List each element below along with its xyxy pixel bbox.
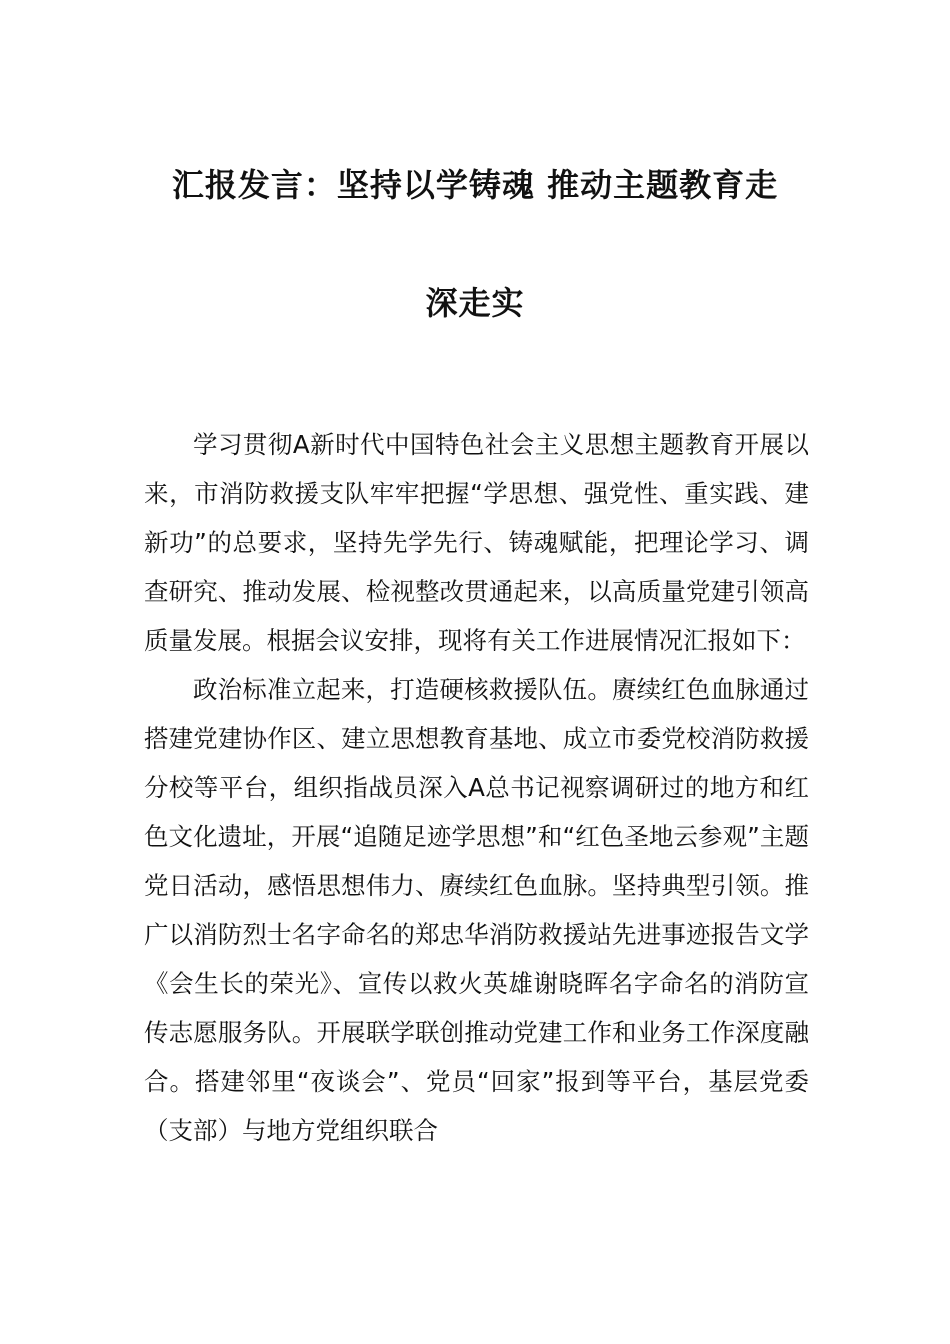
document-body <box>144 420 809 1155</box>
document-title-line-1: 汇报发言：坚持以学铸魂 推动主题教育走 <box>171 166 779 204</box>
document-title-line-2: 深走实 <box>425 284 525 322</box>
paragraph-political-standards: 政治标准立起来，打造硬核救援队伍。赓续红色血脉通过搭建党建协作区、建立思想教育基地、成立市委党校消防救援分校等平台，组织指战员深入A总书记视察调研过的地方和红色文化遗址，开展“追随足迹学思想”和“红色圣地云参观”主题党日活动，感悟思想伟力、赓续红色血脉。坚持典型引领。推广以消防烈士名字命名的郑忠华消防救援站先进事迹报告文学《会生长的荣光》、宣传以救火英雄谢晓晖名字命名的消防宣传志愿服务队。开展联学联创推动党建工作和业务工作深度融合。搭建邻里“夜谈会”、党员“回家”报到等平台，基层党委（支部）与地方党组织联合 <box>144 675 809 1145</box>
paragraph-intro: 学习贯彻A新时代中国特色社会主义思想主题教育开展以来，市消防救援支队牢牢把握“学思想、强党性、重实践、建新功”的总要求，坚持先学先行、铸魂赋能，把理论学习、调查研究、推动发展、检视整改贯通起来，以高质量党建引领高质量发展。根据会议安排，现将有关工作进展情况汇报如下： <box>144 430 809 655</box>
